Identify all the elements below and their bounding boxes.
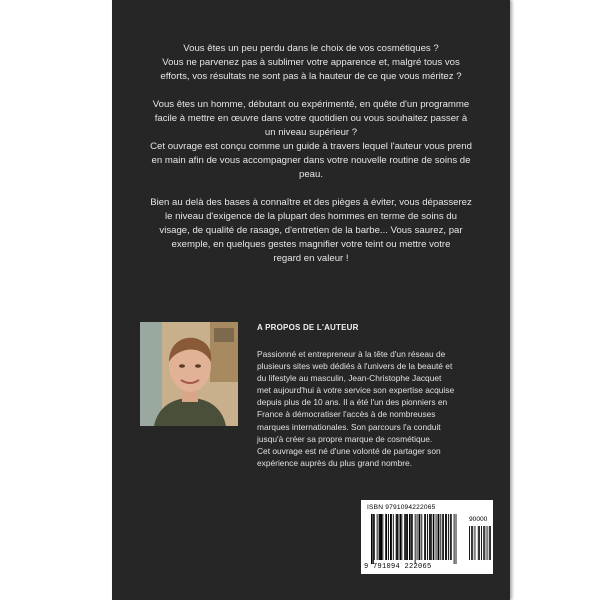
about-author-line: Passionné et entrepreneur à la tête d'un réseau de — [257, 349, 446, 359]
blurb-paragraph-4 — [126, 196, 496, 266]
about-author-line: marques internationales. Son parcours l'a conduit — [257, 421, 441, 432]
blurb-line: peau. — [298, 169, 323, 180]
blurb-line: en main afin de vous accompagner dans votre nouvelle routine de soins de — [151, 155, 471, 166]
barcode-digits: 9 791094 222065 — [364, 563, 432, 571]
about-author-line: depuis plus de 10 ans. Il a été l'un des pionniers en — [257, 397, 448, 408]
isbn-label: ISBN 9791094222065 — [367, 504, 436, 511]
blurb-line: Vous êtes un peu perdu dans le choix de vos cosmétiques ? — [183, 43, 439, 54]
blurb-line: Bien au delà des bases à connaître et des pièges à éviter, vous dépasserez — [150, 197, 472, 208]
blurb-line: efforts, vos résultats ne sont pas à la hauteur de ce que vous méritez ? — [160, 71, 462, 82]
about-author-line: du lifestyle au masculin, Jean-Christophe Jacquet — [257, 373, 442, 384]
blurb-line: un niveau supérieur ? — [264, 127, 358, 138]
about-author-line: met aujourd'hui à votre service son expertise acquise — [257, 385, 455, 396]
isbn-barcode — [361, 500, 493, 574]
blurb-line: facile à mettre en œuvre dans votre quotidien ou vous souhaitez passer à — [154, 113, 468, 124]
back-cover-blurb — [126, 42, 496, 280]
blurb-paragraph-1 — [126, 42, 496, 84]
blurb-line: Vous ne parvenez pas à sublimer votre apparence et, malgré tous vos — [162, 57, 460, 68]
about-author-text — [257, 348, 493, 469]
blurb-paragraph-3 — [126, 140, 496, 182]
about-author-line: plusieurs sites web dédiés à l'univers de la beauté et — [257, 361, 453, 372]
blurb-line: Cet ouvrage est conçu comme un guide à travers lequel l'auteur vous prend — [150, 141, 472, 152]
author-photo — [140, 322, 238, 426]
blurb-line: exemple, en quelques gestes magnifier votre teint ou mettre votre — [171, 239, 451, 250]
about-author-line: France à démocratiser l'accès à de nombreuses — [257, 409, 436, 420]
about-author-line: Cet ouvrage est né d'une volonté de partager son — [257, 445, 441, 456]
blurb-paragraph-2 — [126, 98, 496, 140]
about-author-line: expérience auprès du plus grand nombre. — [257, 457, 413, 468]
about-author-heading: A PROPOS DE L'AUTEUR — [257, 323, 359, 332]
price-code: 90000 — [469, 516, 488, 523]
author-portrait-icon — [140, 322, 238, 426]
about-author-line: jusqu'à créer sa propre marque de cosmétique. — [257, 433, 433, 444]
blurb-line: Vous êtes un homme, débutant ou expérimenté, en quête d'un programme — [152, 99, 470, 110]
blurb-line: visage, de qualité de rasage, d'entretien de la barbe... Vous saurez, par — [159, 225, 463, 236]
blurb-line: regard en valeur ! — [273, 253, 349, 264]
blurb-line: le niveau d'exigence de la plupart des hommes en terme de soins du — [165, 211, 457, 222]
